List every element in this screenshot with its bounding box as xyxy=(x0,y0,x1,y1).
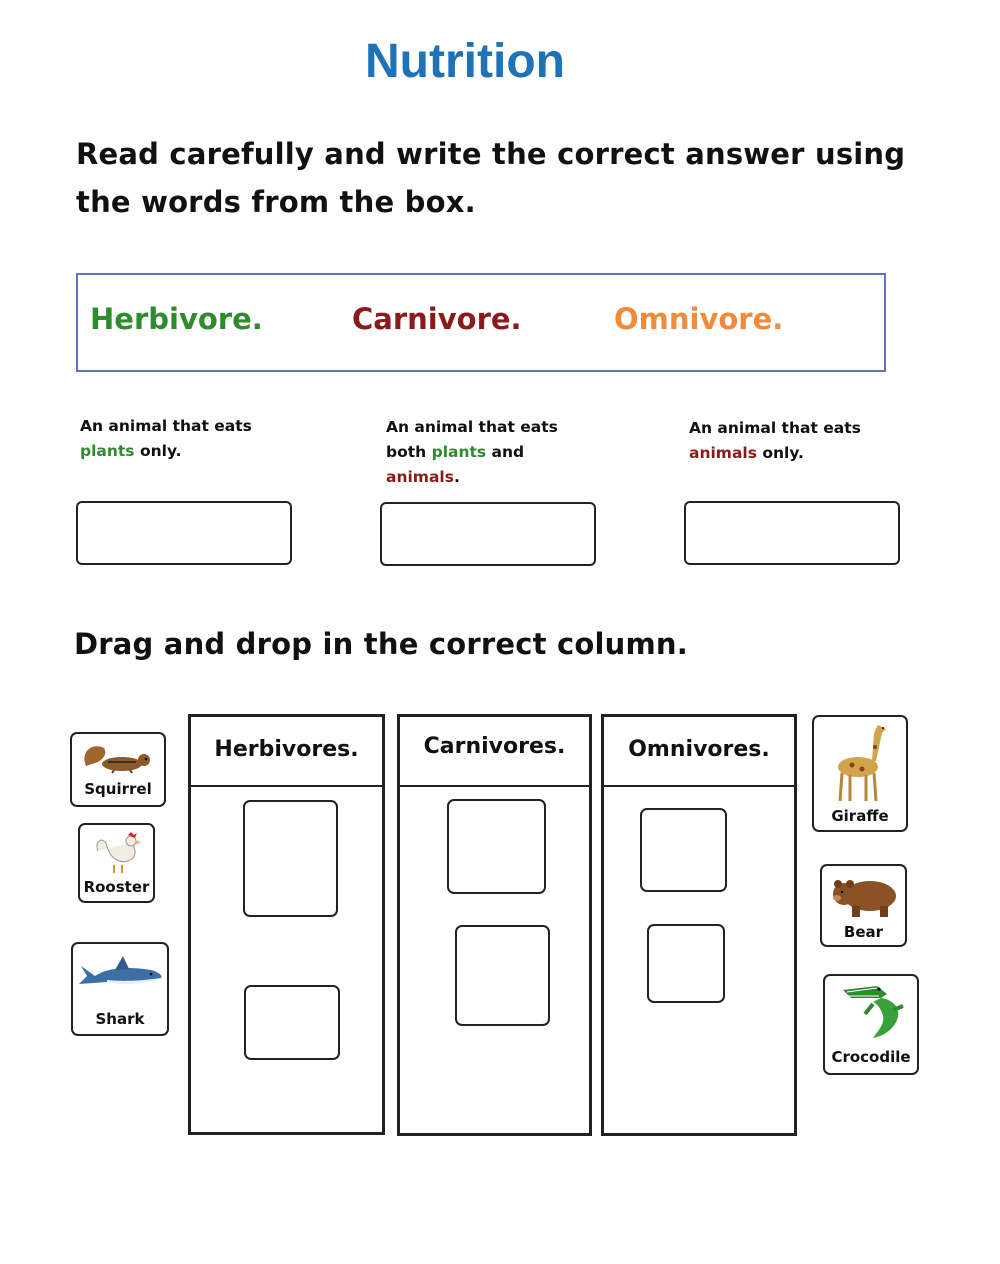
definition-text: An animal that eats xyxy=(386,418,558,436)
answer-box-1[interactable] xyxy=(76,501,292,565)
column-heading: Omnivores. xyxy=(604,717,794,787)
definition-text: only. xyxy=(756,444,804,462)
card-label: Rooster xyxy=(83,878,150,896)
column-heading: Herbivores. xyxy=(191,717,382,787)
bear-icon xyxy=(828,872,904,918)
card-bear[interactable] xyxy=(820,864,907,947)
answer-box-2[interactable] xyxy=(380,502,596,566)
definition-keyword-animals: animals xyxy=(386,468,454,486)
definition-text: An animal that eats xyxy=(689,419,861,437)
card-label: Shark xyxy=(95,1010,145,1028)
card-label: Squirrel xyxy=(84,780,152,798)
card-label: Bear xyxy=(843,923,884,941)
drop-slot[interactable] xyxy=(243,800,338,917)
drop-slot[interactable] xyxy=(455,925,550,1026)
instruction-line-1: Read carefully and write the correct answer using xyxy=(76,137,906,171)
definition-text: both xyxy=(386,443,432,461)
definition-keyword-plants: plants xyxy=(431,443,487,461)
definition-text: only. xyxy=(134,442,182,460)
shark-icon xyxy=(77,954,165,996)
definition-text: An animal that eats xyxy=(80,417,252,435)
definition-text: . xyxy=(453,468,460,486)
definition-text: and xyxy=(486,443,525,461)
page-title: Nutrition xyxy=(365,35,565,88)
definition-herbivore xyxy=(80,414,252,464)
answer-box-3[interactable] xyxy=(684,501,900,565)
drop-slot[interactable] xyxy=(647,924,725,1003)
card-crocodile[interactable] xyxy=(823,974,919,1075)
word-carnivore: Carnivore. xyxy=(352,302,522,336)
definition-keyword-plants: plants xyxy=(80,442,135,460)
definition-carnivore xyxy=(689,416,861,466)
rooster-icon xyxy=(92,831,144,875)
instruction-line-2: the words from the box. xyxy=(76,185,476,219)
definition-omnivore xyxy=(386,415,558,490)
squirrel-icon xyxy=(78,740,160,774)
column-heading: Carnivores. xyxy=(400,717,589,787)
definition-keyword-animals: animals xyxy=(689,444,757,462)
word-herbivore: Herbivore. xyxy=(90,302,263,336)
card-rooster[interactable] xyxy=(78,823,155,903)
drop-slot[interactable] xyxy=(640,808,727,892)
card-label: Crocodile xyxy=(831,1048,911,1066)
card-shark[interactable] xyxy=(71,942,169,1036)
drop-slot[interactable] xyxy=(447,799,546,894)
column-herbivores xyxy=(188,714,385,1135)
giraffe-icon xyxy=(828,721,894,803)
card-squirrel[interactable] xyxy=(70,732,166,807)
card-label: Giraffe xyxy=(831,807,889,825)
word-omnivore: Omnivore. xyxy=(614,302,784,336)
instruction-drag-drop: Drag and drop in the correct column. xyxy=(74,627,688,661)
drop-slot[interactable] xyxy=(244,985,340,1060)
card-giraffe[interactable] xyxy=(812,715,908,832)
crocodile-icon xyxy=(837,980,909,1042)
